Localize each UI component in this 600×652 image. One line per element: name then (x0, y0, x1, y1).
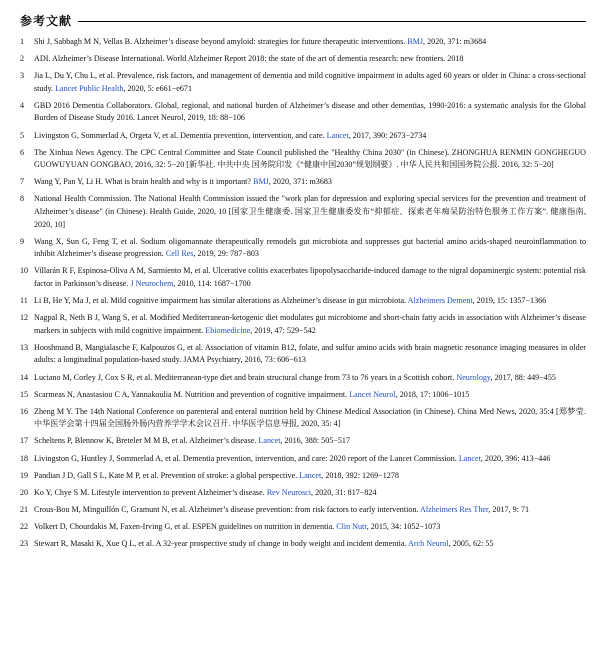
citation-text: Wang Y, Pan Y, Li H. What is brain health and why is it important? (34, 177, 254, 187)
reference-item (20, 389, 586, 402)
citation-text: Li B, He Y, Ma J, et al. Mild cognitive impairment has similar alterations as Alzheimer’s disease in gut microbiota. (34, 296, 408, 306)
reference-number: 17 (20, 436, 29, 446)
reference-number: 9 (20, 236, 25, 246)
reference-text (34, 100, 586, 125)
citation-text: Scheltens P, Blennow K, Breteler M M B, et al. Alzheimer’s disease. (34, 436, 259, 446)
citation-text: Hooshmand B, Mangialasche F, Kalpouzos G, et al. Association of vitamin B12, folate, and sulfur amino acids with brain magnetic resonance imaging measures in older adults: a longitudinal population-based study. JAMA Psychiatry, 2016, 73: 606−613 (34, 342, 586, 365)
reference-item (20, 538, 586, 551)
reference-text (34, 53, 586, 66)
citation-text: Wang X, Sun G, Feng T, et al. Sodium oligomannate therapeutically remodels gut microbiota and suppresses gut bacterial amino acids-shaped neuroinflammation to inhibit Alzheimer’s disease progression. (34, 236, 586, 259)
reference-number: 8 (20, 194, 25, 204)
citation-text: GBD 2016 Dementia Collaborators. Global, regional, and national burden of Alzheimer’s disease and other dementias, 1990-2016: a systematic analysis for the Global Burden of Disease Study 2016. Lancet Neurol, 2019, 18: 88−106 (34, 100, 586, 123)
citation-text: , 2017, 9: 71 (488, 504, 530, 514)
citation-text: Pandian J D, Gall S L, Kate M P, et al. Prevention of stroke: a global perspective. (34, 470, 300, 480)
journal-link[interactable]: Cell Res (165, 249, 194, 259)
journal-link[interactable]: Lancet Public Health (55, 83, 124, 93)
citation-text: ADI. Alzheimer’s Disease International. World Alzheimer Report 2018: the state of the art of dementia research: new frontiers. 2018 (34, 54, 464, 64)
citation-text: Volkert D, Chourdakis M, Faxen-Irving G, et al. ESPEN guidelines on nutrition in dementia. (34, 521, 337, 531)
citation-text: , 2019, 47: 529−542 (250, 325, 316, 335)
journal-link[interactable]: Lancet (258, 436, 281, 446)
reference-text (34, 487, 586, 500)
citation-text: , 2020, 31: 817−824 (311, 487, 377, 497)
reference-text (34, 236, 586, 261)
reference-number: 15 (20, 389, 29, 399)
citation-text: , 2010, 114: 1687−1700 (173, 279, 251, 288)
reference-number: 20 (20, 487, 29, 497)
reference-item (20, 312, 586, 337)
citation-text: Scarmeas N, Anastasiou C A, Yannakoulia M. Nutrition and prevention of cognitive impairment. (34, 389, 350, 399)
journal-link[interactable]: Lancet (458, 453, 481, 463)
journal-link[interactable]: Lancet (299, 470, 322, 480)
reference-number: 7 (20, 177, 25, 187)
reference-text (34, 406, 586, 431)
citation-text: Livingston G, Sommerlad A, Orgeta V, et al. Dementia prevention, intervention, and care. (34, 130, 327, 140)
journal-link[interactable]: Arch Neurol (408, 539, 449, 548)
citation-text: , 2018, 392: 1269−1278 (321, 470, 399, 480)
citation-text: , 2020, 5: e661−e671 (123, 83, 193, 93)
citation-text: Nagpal R, Neth B J, Wang S, et al. Modified Mediterranean-ketogenic diet modulates gut microbiome and short-chain fatty acids in association with Alzheimer’s disease markers in subjects with mild cognitive impairment. (34, 313, 586, 335)
journal-link[interactable]: J Neurochem (130, 279, 174, 288)
reference-number: 2 (20, 54, 25, 64)
citation-text: , 2017, 390: 2673−2734 (348, 130, 427, 140)
reference-number: 6 (20, 147, 25, 157)
reference-number: 1 (20, 37, 25, 46)
section-title: 参考文献 (20, 13, 73, 28)
reference-text (34, 295, 586, 308)
citation-text: Livingston G, Huntley J, Sommerlad A, et al. Dementia prevention, intervention, and care: 2020 report of the Lancet Commission. (34, 453, 459, 463)
citation-text: , 2020, 371: m3684 (423, 37, 487, 46)
journal-link[interactable]: BMJ (253, 177, 269, 187)
reference-item (20, 100, 586, 125)
citation-text: Luciano M, Corley J, Cox S R, et al. Mediterranean-type diet and brain structural change from 73 to 76 years in a Scottish cohort. (34, 372, 457, 382)
reference-item (20, 372, 586, 385)
journal-link[interactable]: Lancet Neurol (349, 389, 396, 399)
reference-number: 10 (20, 266, 29, 276)
journal-link[interactable]: Alzheimers Dement (407, 296, 473, 306)
reference-item (20, 435, 586, 448)
citation-text: The Xinhua News Agency. The CPC Central Committee and State Council published the "Healthy China 2030" (in Chinese). ZHONGHUA RENMIN GONGHEGUO GUOWUYUAN GONGBAO, 2016, 32: 5−20 [新华社. 中共中央 国务院印发《“健康中国2030”规划纲要》. 中华人民共和国国务院公报. 2016, 32: 5−20] (34, 147, 586, 170)
citation-text: Ko Y, Chye S M. Lifestyle intervention to prevent Alzheimer’s disease. (34, 487, 267, 497)
reference-text (34, 470, 586, 483)
reference-text (34, 538, 586, 551)
reference-item (20, 406, 586, 431)
reference-number: 23 (20, 539, 29, 548)
reference-text (34, 435, 586, 448)
reference-number: 14 (20, 372, 29, 382)
citation-text: , 2016, 388: 505−517 (280, 436, 350, 446)
reference-item (20, 36, 586, 49)
journal-link[interactable]: Lancet (326, 130, 349, 140)
citation-text: Crous-Bou M, Minguillón C, Gramunt N, et al. Alzheimer’s disease prevention: from risk factors to early intervention. (34, 504, 421, 514)
citation-text: Shi J, Sabbagh M N, Vellas B. Alzheimer’s disease beyond amyloid: strategies for future therapeutic interventions. (34, 37, 408, 46)
reference-number: 16 (20, 406, 29, 416)
journal-link[interactable]: Alzheimers Res Ther (420, 504, 489, 514)
citation-text: , 2017, 88: 449−455 (490, 372, 556, 382)
citation-text: Zheng M Y. The 14th National Conference on parenteral and enteral nutrition held by Chinese Medical Association (in Chinese). China Med News, 2020, 35:4 [郑梦莹. 中华医学会第十四届全国肠外肠内营养学学术会议召开. 中华医学信息导报, 2020, 35: 4] (34, 406, 586, 429)
reference-text (34, 453, 586, 466)
citation-text: Villarán R F, Espinosa-Oliva A M, Sarmiento M, et al. Ulcerative colitis exacerbates lipopolysaccharide-induced damage to the nigral dopaminergic system: potential risk factor in Parkinson’s disease. (34, 266, 586, 288)
citation-text: , 2020, 396: 413−446 (480, 453, 551, 463)
reference-number: 22 (20, 521, 29, 531)
reference-number: 5 (20, 130, 25, 140)
reference-text (34, 130, 586, 143)
reference-item (20, 130, 586, 143)
citation-text: , 2019, 29: 787−803 (193, 249, 259, 259)
reference-text (34, 176, 586, 189)
reference-item (20, 342, 586, 367)
reference-number: 12 (20, 313, 29, 323)
reference-item (20, 236, 586, 261)
reference-text (34, 312, 586, 337)
journal-link[interactable]: Rev Neurosci (266, 487, 312, 497)
citation-text: , 2019, 15: 1357−1366 (472, 296, 547, 306)
reference-item (20, 504, 586, 517)
citation-text: , 2020, 371: m3683 (268, 177, 332, 187)
reference-text (34, 193, 586, 231)
reference-number: 3 (20, 71, 25, 81)
reference-number: 11 (20, 296, 28, 306)
reference-item (20, 453, 586, 466)
reference-text (34, 70, 586, 95)
journal-link[interactable]: Clin Nutr (336, 521, 367, 531)
journal-link[interactable]: Neurology (456, 372, 491, 382)
citation-text: Jia L, Du Y, Chu L, et al. Prevalence, risk factors, and management of dementia and mild cognitive impairment in adults aged 60 years or older in China: a cross-sectional study. (34, 71, 586, 93)
reference-number: 21 (20, 504, 29, 514)
header-rule (78, 21, 586, 22)
reference-item (20, 147, 586, 172)
reference-item (20, 176, 586, 189)
citation-text: , 2015, 34: 1052−1073 (366, 521, 441, 531)
reference-item (20, 265, 586, 290)
journal-link[interactable]: Ebiomedicine (205, 325, 251, 335)
reference-item (20, 70, 586, 95)
reference-text (34, 504, 586, 517)
reference-text (34, 521, 586, 534)
reference-number: 18 (20, 453, 29, 463)
reference-list (20, 36, 586, 551)
reference-text (34, 389, 586, 402)
journal-link[interactable]: BMJ (407, 37, 424, 46)
reference-text (34, 265, 586, 290)
reference-item (20, 53, 586, 66)
section-header (20, 8, 586, 32)
reference-text (34, 372, 586, 385)
reference-item (20, 470, 586, 483)
reference-number: 19 (20, 470, 29, 480)
citation-text: National Health Commission. The National Health Commission issued the "work plan for depression and exploring special services for the prevention and treatment of Alzheimer’s disease" (in Chinese). Health Guide, 2020, 10 [国家卫生健康委. 国家卫生健康委发布“抑郁症、探索老年痴呆防治特色服务工作方案”. 健康指南, 2020, 10] (34, 194, 586, 229)
citation-text: , 2005, 62: 55 (448, 539, 494, 548)
citation-text: , 2018, 17: 1006−1015 (395, 389, 470, 399)
reference-text (34, 147, 586, 172)
reference-item (20, 487, 586, 500)
reference-number: 13 (20, 342, 29, 352)
reference-text (34, 342, 586, 367)
reference-item (20, 193, 586, 231)
reference-item (20, 295, 586, 308)
reference-text (34, 36, 586, 49)
reference-item (20, 521, 586, 534)
reference-number: 4 (20, 100, 25, 110)
citation-text: Stewart R, Masaki K, Xue Q L, et al. A 32-year prospective study of change in body weight and incident dementia. (34, 539, 409, 548)
